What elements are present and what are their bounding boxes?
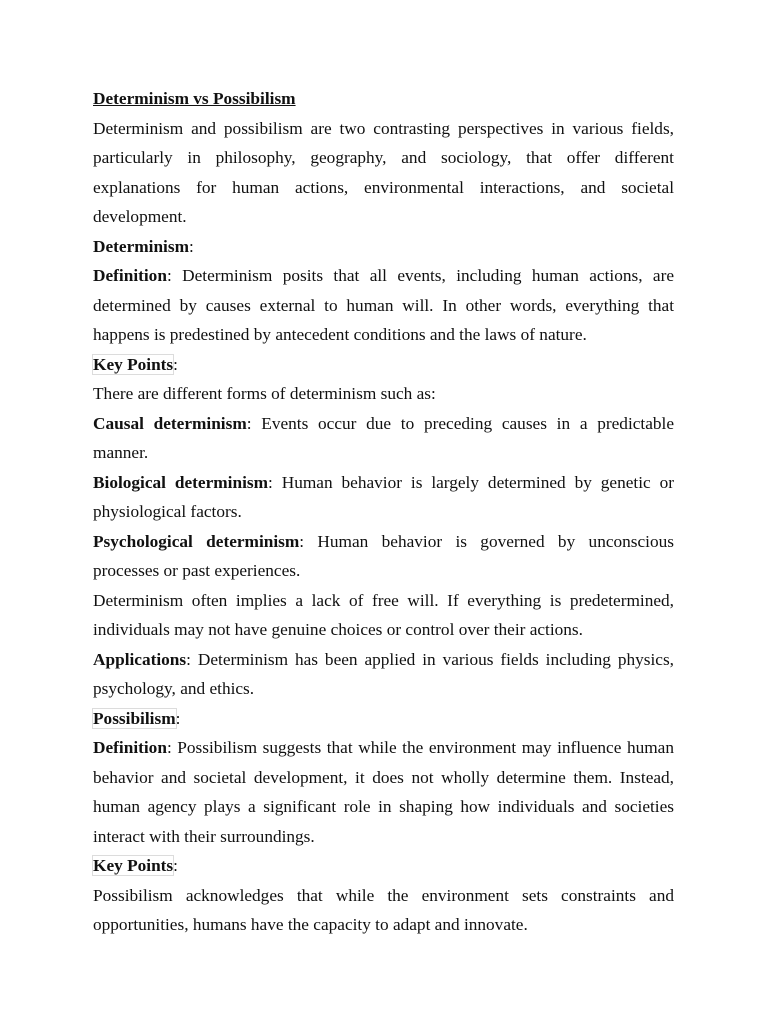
form-text: : Human behavior is governed by unconscious processes or past experiences. xyxy=(93,531,674,580)
free-will-paragraph: Determinism often implies a lack of free will. If everything is predetermined, individuals may not have genuine choices or control over their actions. xyxy=(93,590,674,639)
form-psychological xyxy=(93,527,674,586)
form-text: : Events occur due to preceding causes in a predictable manner. xyxy=(93,413,674,462)
forms-intro: There are different forms of determinism such as: xyxy=(93,384,436,403)
determinism-definition xyxy=(93,261,674,350)
form-label: Psychological determinism xyxy=(93,531,300,551)
definition-label: Definition xyxy=(93,738,167,757)
definition-text: : Determinism posits that all events, including human actions, are determined by causes external to human will. In other words, everything that happens is predestined by antecedent conditions and the laws of nature. xyxy=(93,266,674,344)
determinism-heading: Determinism xyxy=(93,236,189,256)
possibilism-acknowledges: Possibilism acknowledges that while the environment sets constraints and opportunities, humans have the capacity to adapt and innovate. xyxy=(93,885,674,934)
applications-text: : Determinism has been applied in various fields including physics, psychology, and ethics. xyxy=(93,649,674,698)
determinism-applications xyxy=(93,645,674,704)
key-points-label: Key Points xyxy=(93,354,174,374)
form-biological xyxy=(93,468,674,527)
form-text: : Human behavior is largely determined by genetic or physiological factors. xyxy=(93,472,674,521)
possibilism-definition xyxy=(93,733,674,851)
form-label: Biological determinism xyxy=(93,472,268,492)
determinism-heading-line: Determinism: xyxy=(93,236,194,256)
key-points-label: Key Points xyxy=(93,856,174,875)
document-title: Determinism vs Possibilism xyxy=(93,89,296,108)
determinism-key-points-line: Key Points: xyxy=(93,354,178,374)
possibilism-heading: Possibilism xyxy=(93,708,176,728)
possibilism-key-points-line: Key Points: xyxy=(93,856,178,875)
applications-label: Applications xyxy=(93,649,187,669)
definition-text: : Possibilism suggests that while the environment may influence human behavior and societal development, it does not wholly determine them. Instead, human agency plays a significant role in shaping how individuals and societies interact with their surroundings. xyxy=(93,738,674,846)
definition-label: Definition xyxy=(93,266,167,285)
intro-paragraph: Determinism and possibilism are two contrasting perspectives in various fields, particularly in philosophy, geography, and sociology, that offer different explanations for human actions, environmental interactions, and societal development. xyxy=(93,118,674,226)
form-label: Causal determinism xyxy=(93,413,247,433)
form-causal xyxy=(93,409,674,468)
document-page xyxy=(93,84,674,940)
possibilism-heading-line: Possibilism: xyxy=(93,708,181,728)
